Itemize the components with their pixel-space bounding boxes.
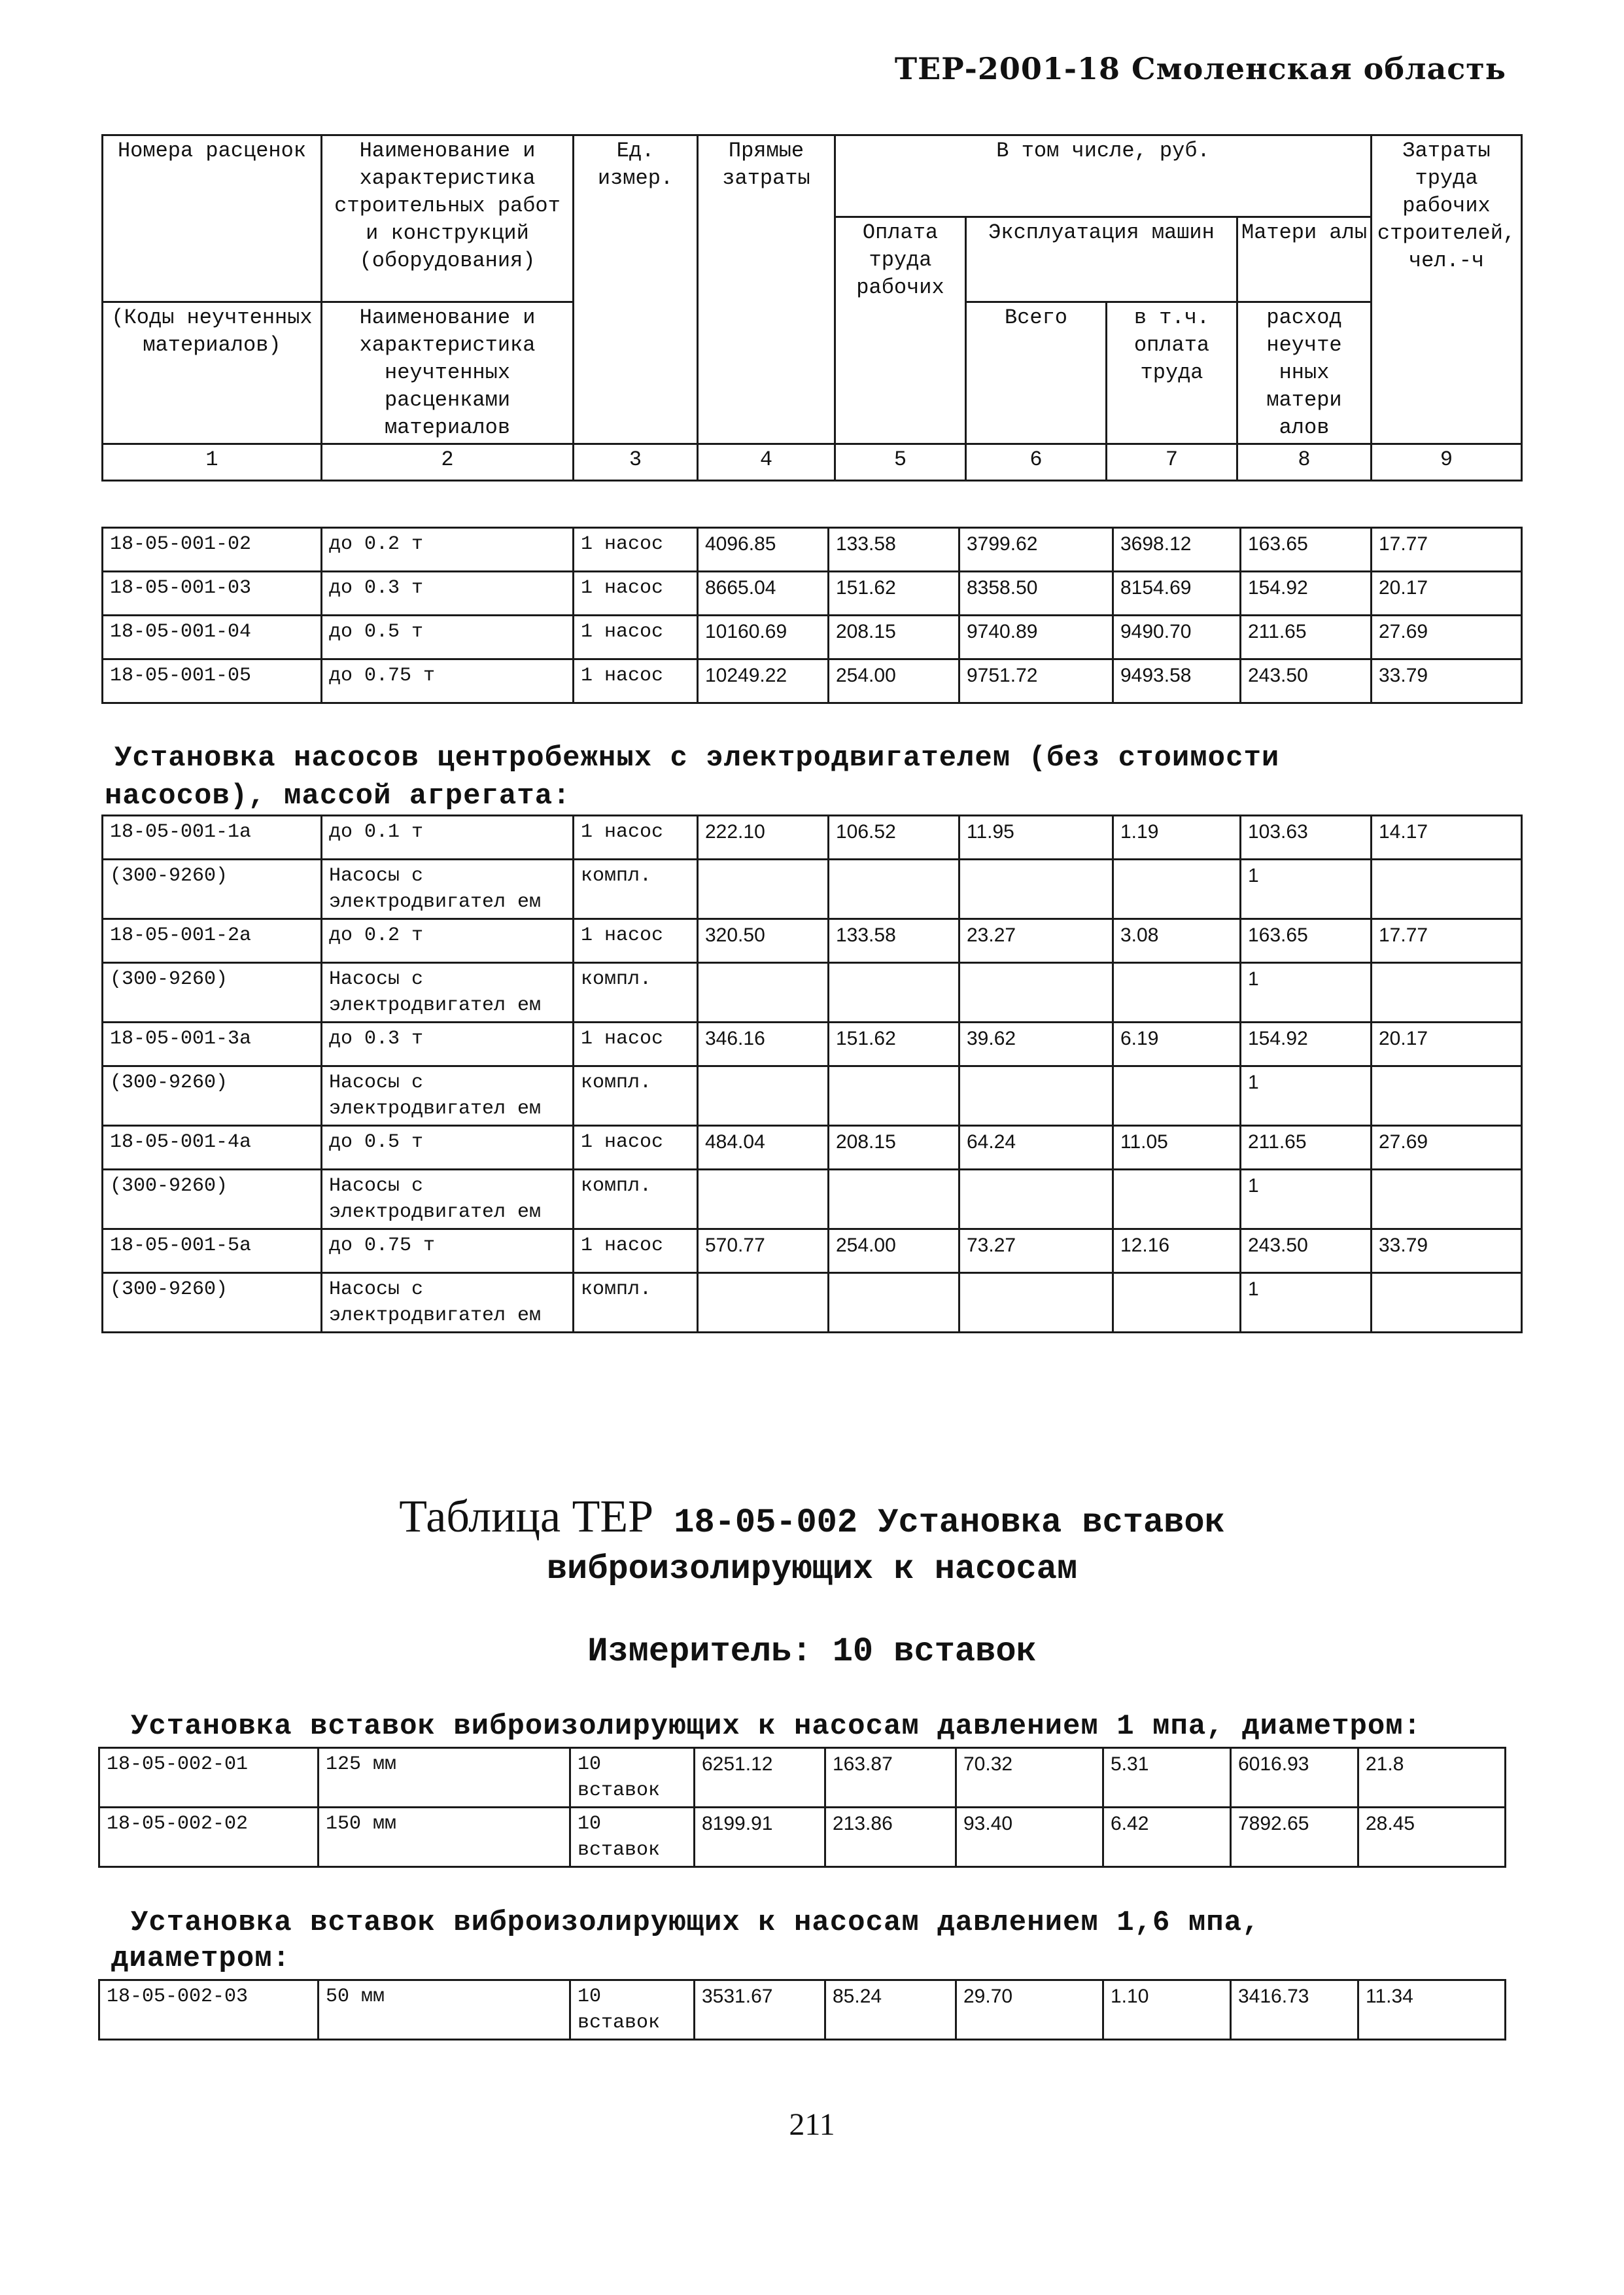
cell-labor-wages: 208.15 [829, 616, 959, 659]
cell-materials-cost: 211.65 [1241, 616, 1372, 659]
cell-materials-cost: 154.92 [1241, 572, 1372, 616]
table-row [103, 616, 1522, 659]
cell-work-name: до 0.1 т [322, 816, 574, 860]
header-including: В том числе, руб. [835, 135, 1372, 217]
table-title-line2: виброизолирующих к насосам [546, 1550, 1078, 1588]
table-row [103, 1229, 1522, 1273]
cell-labor-hours: 28.45 [1358, 1808, 1506, 1867]
column-number: 2 [322, 444, 574, 481]
cell-labor-wages [829, 963, 959, 1023]
insert-rates-1mpa-table [98, 1747, 1506, 1868]
cell-labor-wages: 163.87 [825, 1748, 956, 1808]
cell-unit: 1 насос [574, 528, 698, 572]
cell-labor-hours: 17.77 [1372, 919, 1522, 963]
cell-rate-code: (300-9260) [103, 963, 322, 1023]
cell-machine-costs: 39.62 [959, 1023, 1113, 1066]
cell-machine-labor [1113, 1273, 1241, 1333]
cell-direct-costs: 3531.67 [695, 1980, 825, 2040]
header-wages: Оплата труда рабочих [835, 217, 966, 444]
table-row [103, 1126, 1522, 1170]
cell-unit: 1 насос [574, 616, 698, 659]
page-number: 211 [789, 2107, 835, 2142]
cell-labor-hours [1372, 860, 1522, 919]
cell-direct-costs: 4096.85 [698, 528, 829, 572]
header-machines-labor: в т.ч. оплата труда [1107, 302, 1237, 444]
cell-machine-labor: 6.42 [1103, 1808, 1231, 1867]
cell-labor-hours: 33.79 [1372, 1229, 1522, 1273]
cell-labor-hours: 11.34 [1358, 1980, 1506, 2040]
cell-labor-hours [1372, 1273, 1522, 1333]
header-codes: Номера расценок [103, 135, 322, 302]
cell-machine-labor: 3698.12 [1113, 528, 1241, 572]
cell-unit: компл. [574, 1273, 698, 1333]
cell-machine-costs: 64.24 [959, 1126, 1113, 1170]
cell-machine-costs: 3799.62 [959, 528, 1113, 572]
page-header-title: ТЕР-2001-18 Смоленская область [894, 51, 1506, 86]
cell-machine-costs: 9751.72 [959, 659, 1113, 703]
table-title-line1: 18-05-002 Установка вставок [674, 1503, 1225, 1542]
cell-labor-hours: 27.69 [1372, 616, 1522, 659]
header-machines: Эксплуатация машин [966, 217, 1237, 302]
cell-machine-costs: 9740.89 [959, 616, 1113, 659]
cell-labor-hours [1372, 963, 1522, 1023]
cell-rate-code: 18-05-001-2а [103, 919, 322, 963]
cell-machine-labor: 12.16 [1113, 1229, 1241, 1273]
cell-direct-costs [698, 963, 829, 1023]
cell-unit: 10 вставок [570, 1980, 695, 2040]
cell-machine-labor: 9490.70 [1113, 616, 1241, 659]
column-number: 4 [698, 444, 835, 481]
table-row [103, 919, 1522, 963]
cell-work-name: Насосы с электродвигател ем [322, 860, 574, 919]
cell-materials-cost: 211.65 [1241, 1126, 1372, 1170]
cell-machine-costs: 73.27 [959, 1229, 1113, 1273]
table-row [99, 1980, 1506, 2040]
cell-labor-wages [829, 860, 959, 919]
cell-unit: 1 насос [574, 1023, 698, 1066]
cell-work-name: до 0.2 т [322, 919, 574, 963]
cell-labor-wages [829, 1066, 959, 1126]
column-number: 9 [1372, 444, 1522, 481]
cell-materials-cost: 1 [1241, 860, 1372, 919]
cell-unit: компл. [574, 1170, 698, 1229]
column-number: 1 [103, 444, 322, 481]
cell-machine-costs [959, 1066, 1113, 1126]
cell-unit: 1 насос [574, 816, 698, 860]
cell-work-name: 125 мм [319, 1748, 570, 1808]
cell-labor-hours: 14.17 [1372, 816, 1522, 860]
cell-rate-code: (300-9260) [103, 1170, 322, 1229]
cell-rate-code: 18-05-001-4а [103, 1126, 322, 1170]
cell-unit: компл. [574, 963, 698, 1023]
cell-materials-cost: 163.65 [1241, 528, 1372, 572]
cell-direct-costs [698, 1170, 829, 1229]
header-unit: Ед. измер. [574, 135, 698, 444]
cell-direct-costs: 222.10 [698, 816, 829, 860]
cell-labor-hours: 20.17 [1372, 1023, 1522, 1066]
cell-machine-labor [1113, 1066, 1241, 1126]
cell-machine-labor [1113, 963, 1241, 1023]
meter-label: Измеритель: 10 вставок [587, 1632, 1037, 1671]
cell-machine-costs [959, 860, 1113, 919]
column-number: 5 [835, 444, 966, 481]
cell-machine-costs: 23.27 [959, 919, 1113, 963]
cell-machine-labor: 1.10 [1103, 1980, 1231, 2040]
cell-rate-code: 18-05-002-01 [99, 1748, 319, 1808]
table-row [103, 1023, 1522, 1066]
cell-rate-code: 18-05-001-02 [103, 528, 322, 572]
header-material-names: Наименование и характеристика неучтенных расценками материалов [322, 302, 574, 444]
cell-machine-labor: 1.19 [1113, 816, 1241, 860]
table-title [0, 1492, 1624, 1545]
cell-machine-costs: 29.70 [956, 1980, 1103, 2040]
cell-unit: 1 насос [574, 919, 698, 963]
pump-rates-table [101, 527, 1523, 704]
cell-materials-cost: 163.65 [1241, 919, 1372, 963]
cell-work-name: до 0.3 т [322, 1023, 574, 1066]
cell-direct-costs [698, 1066, 829, 1126]
header-direct-costs: Прямые затраты [698, 135, 835, 444]
header-material-usage: расход неучте нных матери алов [1237, 302, 1372, 444]
cell-work-name: до 0.5 т [322, 616, 574, 659]
cell-materials-cost: 1 [1241, 963, 1372, 1023]
table-row [99, 1748, 1506, 1808]
column-number: 8 [1237, 444, 1372, 481]
cell-direct-costs: 8199.91 [695, 1808, 825, 1867]
cell-machine-labor [1113, 860, 1241, 919]
table-row [103, 860, 1522, 919]
cell-work-name: до 0.75 т [322, 1229, 574, 1273]
cell-machine-labor [1113, 1170, 1241, 1229]
cell-work-name: Насосы с электродвигател ем [322, 1273, 574, 1333]
cell-machine-labor: 3.08 [1113, 919, 1241, 963]
cell-labor-wages: 85.24 [825, 1980, 956, 2040]
cell-unit: 10 вставок [570, 1808, 695, 1867]
cell-machine-costs: 70.32 [956, 1748, 1103, 1808]
cell-machine-costs [959, 1273, 1113, 1333]
cell-labor-wages [829, 1170, 959, 1229]
cell-materials-cost: 243.50 [1241, 1229, 1372, 1273]
cell-rate-code: 18-05-001-03 [103, 572, 322, 616]
cell-unit: 1 насос [574, 1229, 698, 1273]
cell-work-name: до 0.5 т [322, 1126, 574, 1170]
cell-direct-costs: 10160.69 [698, 616, 829, 659]
cell-labor-hours: 33.79 [1372, 659, 1522, 703]
cell-labor-wages: 151.62 [829, 1023, 959, 1066]
cell-rate-code: 18-05-001-05 [103, 659, 322, 703]
cell-work-name: до 0.2 т [322, 528, 574, 572]
cell-unit: компл. [574, 1066, 698, 1126]
cell-labor-wages: 254.00 [829, 1229, 959, 1273]
cell-materials-cost: 1 [1241, 1066, 1372, 1126]
cell-labor-hours: 27.69 [1372, 1126, 1522, 1170]
cell-rate-code: (300-9260) [103, 1066, 322, 1126]
cell-labor-wages [829, 1273, 959, 1333]
cell-machine-labor: 5.31 [1103, 1748, 1231, 1808]
cell-direct-costs: 6251.12 [695, 1748, 825, 1808]
cell-direct-costs: 484.04 [698, 1126, 829, 1170]
cell-work-name: 150 мм [319, 1808, 570, 1867]
cell-direct-costs: 320.50 [698, 919, 829, 963]
table-row [103, 1273, 1522, 1333]
insert-rates-1-6mpa-table [98, 1979, 1506, 2041]
cell-unit: 10 вставок [570, 1748, 695, 1808]
header-materials: Матери алы [1237, 217, 1372, 302]
cell-work-name: Насосы с электродвигател ем [322, 1170, 574, 1229]
table-row [103, 572, 1522, 616]
cell-labor-hours [1372, 1066, 1522, 1126]
column-number: 3 [574, 444, 698, 481]
cell-rate-code: (300-9260) [103, 860, 322, 919]
table-row [99, 1808, 1506, 1867]
cell-rate-code: 18-05-002-02 [99, 1808, 319, 1867]
cell-unit: 1 насос [574, 572, 698, 616]
column-header-table [101, 134, 1523, 482]
cell-labor-wages: 106.52 [829, 816, 959, 860]
cell-machine-costs [959, 1170, 1113, 1229]
table-row [103, 528, 1522, 572]
cell-labor-hours: 21.8 [1358, 1748, 1506, 1808]
cell-direct-costs [698, 1273, 829, 1333]
cell-direct-costs: 8665.04 [698, 572, 829, 616]
cell-machine-labor: 8154.69 [1113, 572, 1241, 616]
table-row [103, 816, 1522, 860]
table-row [103, 659, 1522, 703]
column-number: 7 [1107, 444, 1237, 481]
cell-labor-wages: 208.15 [829, 1126, 959, 1170]
table-row [103, 963, 1522, 1023]
cell-unit: 1 насос [574, 1126, 698, 1170]
cell-unit: компл. [574, 860, 698, 919]
cell-direct-costs: 570.77 [698, 1229, 829, 1273]
cell-rate-code: 18-05-001-3а [103, 1023, 322, 1066]
header-material-codes: (Коды неучтенных материалов) [103, 302, 322, 444]
cell-work-name: Насосы с электродвигател ем [322, 1066, 574, 1126]
cell-direct-costs: 10249.22 [698, 659, 829, 703]
cell-machine-costs: 8358.50 [959, 572, 1113, 616]
cell-materials-cost: 7892.65 [1231, 1808, 1358, 1867]
table-row [103, 1170, 1522, 1229]
cell-labor-hours: 20.17 [1372, 572, 1522, 616]
cell-machine-labor: 6.19 [1113, 1023, 1241, 1066]
cell-labor-wages: 213.86 [825, 1808, 956, 1867]
cell-rate-code: 18-05-001-1а [103, 816, 322, 860]
table-title-prefix: Таблица ТЕР [399, 1492, 654, 1542]
cell-work-name: Насосы с электродвигател ем [322, 963, 574, 1023]
cell-rate-code: 18-05-002-03 [99, 1980, 319, 2040]
cell-unit: 1 насос [574, 659, 698, 703]
cell-labor-wages: 133.58 [829, 919, 959, 963]
header-machines-total: Всего [966, 302, 1107, 444]
section-heading-1-6mpa-cont: диаметром: [111, 1942, 291, 1975]
cell-machine-costs: 93.40 [956, 1808, 1103, 1867]
cell-machine-labor: 11.05 [1113, 1126, 1241, 1170]
cell-work-name: до 0.75 т [322, 659, 574, 703]
cell-materials-cost: 103.63 [1241, 816, 1372, 860]
cell-rate-code: (300-9260) [103, 1273, 322, 1333]
cell-labor-hours [1372, 1170, 1522, 1229]
cell-labor-hours: 17.77 [1372, 528, 1522, 572]
cell-labor-wages: 133.58 [829, 528, 959, 572]
cell-rate-code: 18-05-001-04 [103, 616, 322, 659]
cell-direct-costs: 346.16 [698, 1023, 829, 1066]
cell-machine-costs: 11.95 [959, 816, 1113, 860]
cell-materials-cost: 1 [1241, 1273, 1372, 1333]
cell-work-name: до 0.3 т [322, 572, 574, 616]
cell-labor-wages: 254.00 [829, 659, 959, 703]
column-number: 6 [966, 444, 1107, 481]
section-heading-centrifugal-cont: насосов), массой агрегата: [105, 780, 571, 813]
cell-machine-costs [959, 963, 1113, 1023]
header-labor-hours: Затраты труда рабочих строителей, чел.-ч [1372, 135, 1522, 444]
cell-rate-code: 18-05-001-5а [103, 1229, 322, 1273]
cell-materials-cost: 6016.93 [1231, 1748, 1358, 1808]
centrifugal-pump-rates-table [101, 815, 1523, 1333]
table-row [103, 1066, 1522, 1126]
cell-materials-cost: 3416.73 [1231, 1980, 1358, 2040]
cell-materials-cost: 243.50 [1241, 659, 1372, 703]
section-heading-1-6mpa: Установка вставок виброизолирующих к насосам давлением 1,6 мпа, [131, 1906, 1260, 1939]
section-heading-centrifugal: Установка насосов центробежных с электродвигателем (без стоимости [114, 742, 1280, 775]
cell-materials-cost: 1 [1241, 1170, 1372, 1229]
section-heading-1mpa: Установка вставок виброизолирующих к насосам давлением 1 мпа, диаметром: [131, 1710, 1422, 1743]
cell-labor-wages: 151.62 [829, 572, 959, 616]
cell-work-name: 50 мм [319, 1980, 570, 2040]
cell-materials-cost: 154.92 [1241, 1023, 1372, 1066]
cell-direct-costs [698, 860, 829, 919]
header-work-name: Наименование и характеристика строительных работ и конструкций (оборудования) [322, 135, 574, 302]
cell-machine-labor: 9493.58 [1113, 659, 1241, 703]
